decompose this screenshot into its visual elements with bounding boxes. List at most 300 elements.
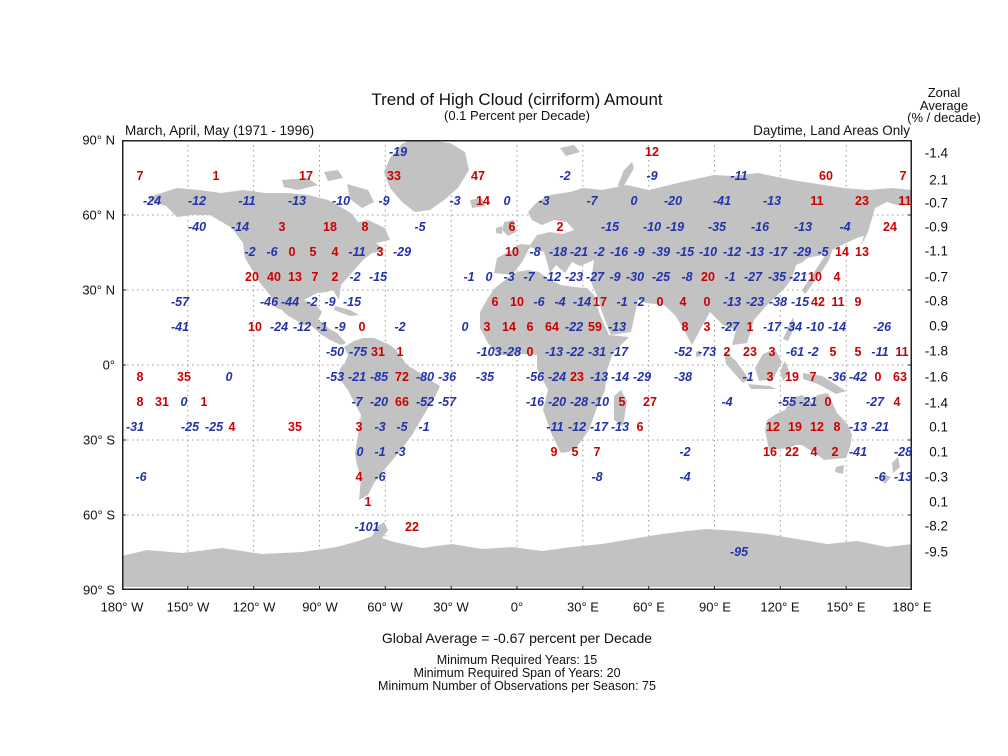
map-value: 7 — [593, 445, 601, 459]
latitude-tick-label: 60° S — [83, 507, 115, 523]
map-value: 9 — [854, 295, 862, 309]
map-value: -2 — [394, 320, 406, 334]
map-value: -3 — [449, 194, 461, 208]
map-value: 0 — [225, 370, 233, 384]
longitude-tick-label: 30° W — [433, 599, 469, 615]
map-value: -12 — [187, 194, 207, 208]
zonal-header-line1: Zonal — [927, 85, 961, 100]
map-value: -21 — [347, 370, 367, 384]
map-value: 72 — [395, 370, 409, 384]
continents — [122, 140, 912, 587]
map-value: -2 — [559, 169, 571, 183]
map-value: 0 — [180, 395, 188, 409]
map-value: -10 — [698, 245, 718, 259]
map-value: 33 — [387, 169, 401, 183]
map-value: -24 — [547, 370, 567, 384]
tasmania — [835, 465, 844, 474]
map-value: -20 — [369, 395, 389, 409]
map-value: -27 — [743, 270, 763, 284]
zonal-average-value: 0.1 — [929, 494, 948, 510]
australia — [765, 393, 852, 460]
map-value: 13 — [855, 245, 869, 259]
season-range-label: March, April, May (1971 - 1996) — [125, 123, 315, 138]
map-value: 0 — [358, 320, 366, 334]
map-value: 12 — [766, 420, 780, 434]
world-map-svg — [122, 140, 912, 590]
map-value: -9 — [378, 194, 390, 208]
map-value: -2 — [349, 270, 361, 284]
map-value: 5 — [854, 345, 862, 359]
map-value: -12 — [722, 245, 742, 259]
map-value: -17 — [768, 245, 788, 259]
map-value: 22 — [405, 520, 419, 534]
map-value: 1 — [200, 395, 208, 409]
map-value: -11 — [238, 194, 256, 208]
map-value: 35 — [177, 370, 191, 384]
map-value: -11 — [546, 420, 564, 434]
map-value: 59 — [588, 320, 602, 334]
map-value: 8 — [681, 320, 689, 334]
map-value: 40 — [267, 270, 281, 284]
map-value: 11 — [831, 295, 845, 309]
borneo — [755, 349, 782, 381]
map-value: -12 — [292, 320, 312, 334]
map-value: -29 — [632, 370, 652, 384]
map-value: 10 — [248, 320, 262, 334]
map-value: -6 — [533, 295, 545, 309]
map-value: 0 — [526, 345, 534, 359]
map-value: 64 — [545, 320, 559, 334]
map-value: 23 — [855, 194, 869, 208]
map-value: -38 — [673, 370, 693, 384]
map-value: -8 — [681, 270, 693, 284]
map-value: -9 — [633, 245, 645, 259]
map-value: 7 — [809, 370, 817, 384]
map-value: 0 — [461, 320, 469, 334]
map-value: 3 — [766, 370, 774, 384]
map-value: 6 — [636, 420, 644, 434]
sri-lanka — [696, 350, 701, 357]
min-observations-label: Minimum Number of Observations per Season: 75 — [378, 679, 656, 693]
map-value: -6 — [374, 470, 386, 484]
map-value: -80 — [415, 370, 435, 384]
map-value: -6 — [135, 470, 147, 484]
latitude-tick-label: 30° S — [83, 432, 115, 448]
map-value: 9 — [550, 445, 558, 459]
map-value: -15 — [600, 220, 620, 234]
map-value: -13 — [589, 370, 609, 384]
map-value: -23 — [564, 270, 584, 284]
map-value: -5 — [396, 420, 408, 434]
map-value: -85 — [369, 370, 389, 384]
zonal-average-value: -1.1 — [924, 243, 948, 259]
map-value: 4 — [810, 445, 818, 459]
map-value: 24 — [883, 220, 897, 234]
map-value: 5 — [618, 395, 626, 409]
zonal-average-value: -8.2 — [924, 518, 948, 534]
map-value: -4 — [554, 295, 566, 309]
map-value: -20 — [547, 395, 567, 409]
map-value: -103 — [476, 345, 502, 359]
world-map — [122, 140, 912, 590]
map-value: 1 — [364, 495, 372, 509]
map-value: -19 — [388, 145, 408, 159]
map-value: 0 — [630, 194, 638, 208]
map-value: -25 — [180, 420, 200, 434]
map-value: -34 — [783, 320, 803, 334]
map-value: -8 — [529, 245, 541, 259]
map-value: -14 — [610, 370, 630, 384]
map-value: -56 — [525, 370, 545, 384]
map-value: 3 — [703, 320, 711, 334]
map-value: 2 — [331, 270, 339, 284]
map-value: -5 — [414, 220, 426, 234]
map-value: 14 — [835, 245, 849, 259]
new-guinea — [803, 373, 846, 394]
map-value: -15 — [675, 245, 695, 259]
map-value: -8 — [591, 470, 603, 484]
longitude-tick-label: 180° E — [892, 599, 932, 615]
map-value: 60 — [819, 169, 833, 183]
map-value: -36 — [827, 370, 847, 384]
map-value: 19 — [788, 420, 802, 434]
zonal-average-value: 0.9 — [929, 318, 948, 334]
map-value: -13 — [793, 220, 813, 234]
map-value: 14 — [502, 320, 516, 334]
map-value: 22 — [785, 445, 799, 459]
map-value: -2 — [633, 295, 645, 309]
map-value: -75 — [348, 345, 368, 359]
sumatra — [724, 351, 749, 383]
map-value: -17 — [609, 345, 629, 359]
map-value: 7 — [899, 169, 907, 183]
map-value: 66 — [395, 395, 409, 409]
zonal-average-header — [885, 87, 1003, 125]
sulawesi — [780, 361, 790, 381]
map-value: -31 — [587, 345, 607, 359]
zonal-average-value: -1.4 — [924, 395, 948, 411]
latitude-tick-label: 0° — [102, 357, 115, 373]
map-value: 0 — [656, 295, 664, 309]
map-value: 16 — [763, 445, 777, 459]
map-value: -13 — [762, 194, 782, 208]
cuba — [334, 306, 359, 316]
min-span-label: Minimum Required Span of Years: 20 — [413, 666, 621, 680]
map-value: -15 — [368, 270, 388, 284]
south-america — [339, 338, 440, 500]
map-value: -3 — [374, 420, 386, 434]
north-america — [148, 188, 390, 345]
map-value: 14 — [476, 194, 490, 208]
map-value: -50 — [325, 345, 345, 359]
map-value: -40 — [187, 220, 207, 234]
map-value: 10 — [808, 270, 822, 284]
map-value: 18 — [323, 220, 337, 234]
map-value: -46 — [259, 295, 279, 309]
map-value: -95 — [729, 545, 749, 559]
map-value: -2 — [244, 245, 256, 259]
map-value: -1 — [616, 295, 628, 309]
map-value: -12 — [542, 270, 562, 284]
map-value: 31 — [155, 395, 169, 409]
data-scope-label: Daytime, Land Areas Only — [753, 123, 910, 138]
map-value: 27 — [643, 395, 657, 409]
global-average-label: Global Average = -0.67 percent per Decade — [381, 630, 653, 646]
map-value: -16 — [525, 395, 545, 409]
map-value: -13 — [745, 245, 765, 259]
map-value: 1 — [746, 320, 754, 334]
map-value: 20 — [245, 270, 259, 284]
zonal-header-line2: Average — [919, 97, 969, 113]
map-value: 35 — [288, 420, 302, 434]
map-value: -22 — [564, 320, 584, 334]
zonal-average-value: -1.8 — [924, 343, 948, 359]
map-value: -1 — [742, 370, 754, 384]
map-value: -16 — [750, 220, 770, 234]
longitude-tick-label: 60° E — [633, 599, 665, 615]
zonal-average-value: 0.1 — [929, 419, 948, 435]
map-value: 0 — [874, 370, 882, 384]
map-value: 3 — [355, 420, 363, 434]
map-value: 5 — [309, 245, 317, 259]
map-value: 4 — [331, 245, 339, 259]
map-value: -28 — [569, 395, 589, 409]
greenland — [384, 140, 469, 212]
map-value: -9 — [609, 270, 621, 284]
map-value: 19 — [785, 370, 799, 384]
map-value: -1 — [463, 270, 475, 284]
map-value: -14 — [827, 320, 847, 334]
map-value: -35 — [707, 220, 727, 234]
zonal-average-value: -0.7 — [924, 195, 948, 211]
map-value: -2 — [679, 445, 691, 459]
map-value: -3 — [394, 445, 406, 459]
map-value: -2 — [593, 245, 605, 259]
map-value: -6 — [266, 245, 278, 259]
map-value: 3 — [483, 320, 491, 334]
map-value: -21 — [798, 395, 818, 409]
map-value: 4 — [833, 270, 841, 284]
map-value: 8 — [833, 420, 841, 434]
map-value: -30 — [625, 270, 645, 284]
map-value: -27 — [720, 320, 740, 334]
map-value: -2 — [807, 345, 819, 359]
map-value: -13 — [544, 345, 564, 359]
map-value: -12 — [567, 420, 587, 434]
map-value: -13 — [893, 470, 913, 484]
map-value: -6 — [874, 470, 886, 484]
map-value: 1 — [396, 345, 404, 359]
map-value: -9 — [334, 320, 346, 334]
map-value: 8 — [136, 370, 144, 384]
map-value: -28 — [893, 445, 913, 459]
longitude-tick-label: 30° E — [567, 599, 599, 615]
chart-title: Trend of High Cloud (cirriform) Amount — [371, 90, 663, 109]
map-value: 2 — [723, 345, 731, 359]
map-value: -53 — [325, 370, 345, 384]
latitude-tick-label: 30° N — [82, 282, 115, 298]
map-value: -35 — [475, 370, 495, 384]
map-value: 11 — [895, 345, 909, 359]
map-value: -10 — [642, 220, 662, 234]
map-value: -101 — [354, 520, 380, 534]
map-value: 3 — [278, 220, 286, 234]
map-value: 5 — [829, 345, 837, 359]
longitude-tick-label: 90° W — [302, 599, 338, 615]
zonal-average-value: -9.5 — [924, 544, 948, 560]
map-value: 11 — [810, 194, 824, 208]
map-value: 23 — [570, 370, 584, 384]
latitude-tick-label: 90° N — [82, 132, 115, 148]
map-value: 17 — [299, 169, 313, 183]
min-years-label: Minimum Required Years: 15 — [436, 653, 598, 667]
map-value: -21 — [788, 270, 808, 284]
map-value: -20 — [663, 194, 683, 208]
map-value: -17 — [589, 420, 609, 434]
map-value: -7 — [586, 194, 598, 208]
latitude-tick-label: 60° N — [82, 207, 115, 223]
map-value: -52 — [673, 345, 693, 359]
longitude-tick-label: 150° W — [166, 599, 210, 615]
map-value: 0 — [288, 245, 296, 259]
map-value: 4 — [679, 295, 687, 309]
map-value: -57 — [437, 395, 457, 409]
map-value: -10 — [805, 320, 825, 334]
map-value: 0 — [824, 395, 832, 409]
map-value: 8 — [136, 395, 144, 409]
map-value: -1 — [724, 270, 736, 284]
map-value: -5 — [817, 245, 829, 259]
map-value: -15 — [790, 295, 810, 309]
map-value: -4 — [839, 220, 851, 234]
map-value: 4 — [228, 420, 236, 434]
map-value: -10 — [590, 395, 610, 409]
map-value: -19 — [665, 220, 685, 234]
zonal-average-value: 2.1 — [929, 172, 948, 188]
madagascar — [614, 390, 627, 426]
map-value: 10 — [505, 245, 519, 259]
map-value: -13 — [287, 194, 307, 208]
map-value: -9 — [324, 295, 336, 309]
map-value: -13 — [607, 320, 627, 334]
map-value: -4 — [721, 395, 733, 409]
map-value: 6 — [491, 295, 499, 309]
longitude-tick-label: 120° E — [760, 599, 800, 615]
map-value: -41 — [712, 194, 732, 208]
map-value: 1 — [212, 169, 220, 183]
map-value: -14 — [230, 220, 250, 234]
latitude-tick-label: 90° S — [83, 582, 115, 598]
map-value: -36 — [437, 370, 457, 384]
map-value: -9 — [646, 169, 658, 183]
map-value: -1 — [418, 420, 430, 434]
map-value: 4 — [355, 470, 363, 484]
antarctica — [122, 522, 912, 587]
map-value: -35 — [767, 270, 787, 284]
longitude-tick-label: 150° E — [826, 599, 866, 615]
map-value: -24 — [269, 320, 289, 334]
map-value: 3 — [376, 245, 384, 259]
philippines — [783, 317, 795, 341]
zonal-header-line3: (% / decade) — [907, 110, 981, 125]
map-value: -25 — [204, 420, 224, 434]
map-value: 42 — [811, 295, 825, 309]
map-value: 31 — [371, 345, 385, 359]
map-value: 12 — [810, 420, 824, 434]
map-value: 10 — [510, 295, 524, 309]
map-value: -41 — [848, 445, 868, 459]
map-value: -11 — [871, 345, 889, 359]
map-value: -41 — [170, 320, 190, 334]
longitude-tick-label: 60° W — [367, 599, 403, 615]
zonal-average-value: -0.3 — [924, 469, 948, 485]
map-value: -61 — [785, 345, 805, 359]
map-value: -4 — [679, 470, 691, 484]
zonal-average-value: -0.9 — [924, 219, 948, 235]
map-value: -3 — [503, 270, 515, 284]
map-value: 0 — [703, 295, 711, 309]
map-value: -27 — [865, 395, 885, 409]
map-value: 20 — [701, 270, 715, 284]
map-value: -42 — [848, 370, 868, 384]
map-value: 3 — [768, 345, 776, 359]
map-value: -55 — [777, 395, 797, 409]
java — [748, 384, 776, 389]
map-value: 7 — [136, 169, 144, 183]
map-value: 23 — [743, 345, 757, 359]
iceland — [470, 198, 485, 208]
map-value: -26 — [872, 320, 892, 334]
map-value: -10 — [331, 194, 351, 208]
map-value: -24 — [142, 194, 162, 208]
chart-subtitle: (0.1 Percent per Decade) — [444, 108, 590, 123]
zonal-average-value: 0.1 — [929, 444, 948, 460]
map-value: 47 — [471, 169, 485, 183]
map-value: 6 — [508, 220, 516, 234]
map-value: -16 — [609, 245, 629, 259]
map-value: 7 — [311, 270, 319, 284]
map-value: 12 — [645, 145, 659, 159]
map-value: -27 — [585, 270, 605, 284]
map-value: -11 — [348, 245, 366, 259]
map-value: 63 — [893, 370, 907, 384]
map-value: -25 — [651, 270, 671, 284]
map-value: -52 — [415, 395, 435, 409]
longitude-tick-label: 180° W — [100, 599, 144, 615]
map-value: -7 — [351, 395, 363, 409]
zonal-average-value: -0.7 — [924, 269, 948, 285]
map-value: -29 — [392, 245, 412, 259]
longitude-tick-label: 0° — [510, 599, 524, 615]
map-value: -44 — [280, 295, 300, 309]
map-value: 6 — [526, 320, 534, 334]
map-value: 11 — [898, 194, 912, 208]
map-value: -29 — [792, 245, 812, 259]
map-value: 4 — [893, 395, 901, 409]
svalbard — [560, 145, 580, 156]
map-value: 2 — [556, 220, 564, 234]
map-value: -22 — [565, 345, 585, 359]
map-value: 8 — [361, 220, 369, 234]
map-value: -13 — [610, 420, 630, 434]
new-zealand — [880, 457, 900, 484]
map-value: -57 — [170, 295, 190, 309]
map-value: -13 — [848, 420, 868, 434]
british-isles — [496, 220, 516, 236]
map-value: -28 — [502, 345, 522, 359]
map-value: -14 — [572, 295, 592, 309]
map-value: 0 — [503, 194, 511, 208]
